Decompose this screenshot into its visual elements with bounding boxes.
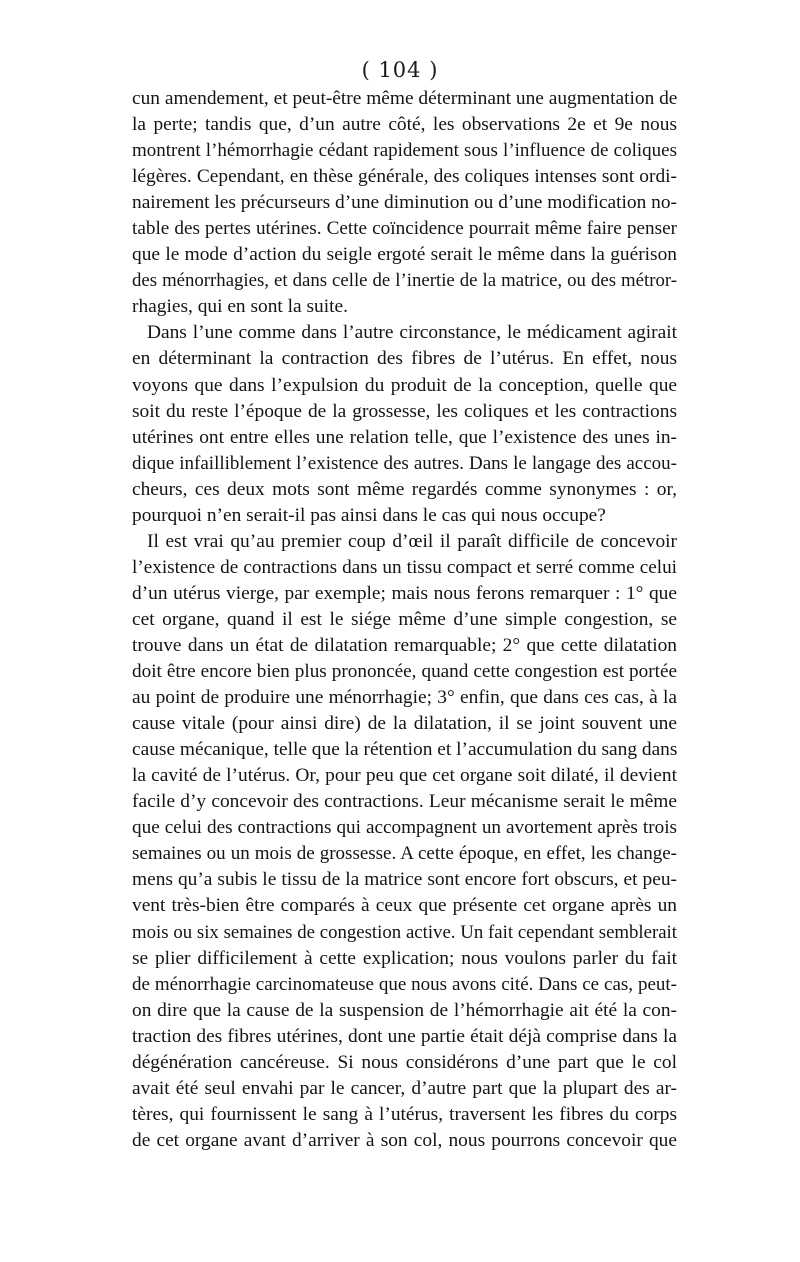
text-line: vent très-bien être comparés à ceux que présente cet organe après un: [132, 895, 677, 917]
text-line: semaines ou un mois de grossesse. A cette époque, en effet, les change-: [132, 843, 677, 865]
text-line: mois ou six semaines de congestion active. Un fait cependant semblerait: [132, 921, 677, 943]
text-line: la perte; tandis que, d’un autre côté, les observations 2e et 9e nous: [132, 114, 677, 136]
text-line: la cavité de l’utérus. Or, pour peu que cet organe soit dilaté, il devient: [132, 765, 677, 787]
text-line: tères, qui fournissent le sang à l’utérus, traversent les fibres du corps: [132, 1103, 677, 1125]
text-line: Dans l’une comme dans l’autre circonstance, le médicament agirait: [147, 322, 677, 344]
text-line: trouve dans un état de dilatation remarquable; 2° que cette dilatation: [132, 634, 677, 656]
text-line: en déterminant la contraction des fibres de l’utérus. En effet, nous: [132, 348, 677, 370]
text-line: voyons que dans l’expulsion du produit de la conception, quelle que: [132, 374, 677, 396]
text-line: facile d’y concevoir des contractions. Leur mécanisme serait le même: [132, 791, 677, 813]
text-line: dique infailliblement l’existence des autres. Dans le langage des accou-: [132, 452, 677, 474]
text-line: de cet organe avant d’arriver à son col, nous pourrons concevoir que: [132, 1129, 677, 1151]
text-line: que le mode d’action du seigle ergoté serait le même dans la guérison: [132, 244, 677, 266]
text-line: cet organe, quand il est le siége même d’une simple congestion, se: [132, 608, 677, 630]
text-line: doit être encore bien plus prononcée, quand cette congestion est portée: [132, 661, 677, 683]
text-line: d’un utérus vierge, par exemple; mais nous ferons remarquer : 1° que: [132, 582, 677, 604]
text-line: soit du reste l’époque de la grossesse, les coliques et les contractions: [132, 400, 677, 422]
text-line: cheurs, ces deux mots sont même regardés comme synonymes : or,: [132, 478, 677, 500]
text-line: nairement les précurseurs d’une diminution ou d’une modification no-: [132, 192, 677, 214]
text-line: se plier difficilement à cette explication; nous voulons parler du fait: [132, 947, 677, 969]
text-line: mens qu’a subis le tissu de la matrice sont encore fort obscurs, et peu-: [132, 869, 677, 891]
text-line: cause mécanique, telle que la rétention et l’accumulation du sang dans: [132, 739, 678, 761]
text-line: montrent l’hémorrhagie cédant rapidement sous l’influence de coliques: [132, 140, 677, 162]
text-line: au point de produire une ménorrhagie; 3° enfin, que dans ces cas, à la: [132, 687, 677, 709]
text-line: rhagies, qui en sont la suite.: [132, 296, 348, 318]
text-line: de ménorrhagie carcinomateuse que nous avons cité. Dans ce cas, peut-: [132, 973, 677, 995]
text-line: cause vitale (pour ainsi dire) de la dilatation, il se joint souvent une: [132, 713, 677, 735]
text-line: l’existence de contractions dans un tissu compact et serré comme celui: [132, 556, 677, 578]
text-line: cun amendement, et peut-être même déterminant une augmentation de: [132, 88, 678, 109]
text-line: légères. Cependant, en thèse générale, des coliques intenses sont ordi-: [132, 166, 677, 188]
text-line: utérines ont entre elles une relation telle, que l’existence des unes in-: [132, 426, 677, 448]
page-number: ( 104 ): [361, 58, 439, 82]
text-line: pourquoi n’en serait-il pas ainsi dans le cas qui nous occupe?: [132, 504, 606, 526]
text-line: table des pertes utérines. Cette coïncidence pourrait même faire penser: [132, 218, 677, 240]
text-line: que celui des contractions qui accompagnent un avortement après trois: [132, 817, 677, 839]
text-line: avait été seul envahi par le cancer, d’autre part que la plupart des ar-: [132, 1077, 677, 1099]
body-text: [132, 86, 677, 1154]
text-line: des ménorrhagies, et dans celle de l’inertie de la matrice, ou des métror-: [132, 270, 677, 292]
text-line: Il est vrai qu’au premier coup d’œil il paraît difficile de concevoir: [147, 530, 677, 552]
text-line: on dire que la cause de la suspension de l’hémorrhagie ait été la con-: [132, 999, 677, 1021]
text-line: dégénération cancéreuse. Si nous considérons d’une part que le col: [132, 1051, 677, 1073]
text-line: traction des fibres utérines, dont une partie était déjà comprise dans la: [132, 1025, 677, 1047]
